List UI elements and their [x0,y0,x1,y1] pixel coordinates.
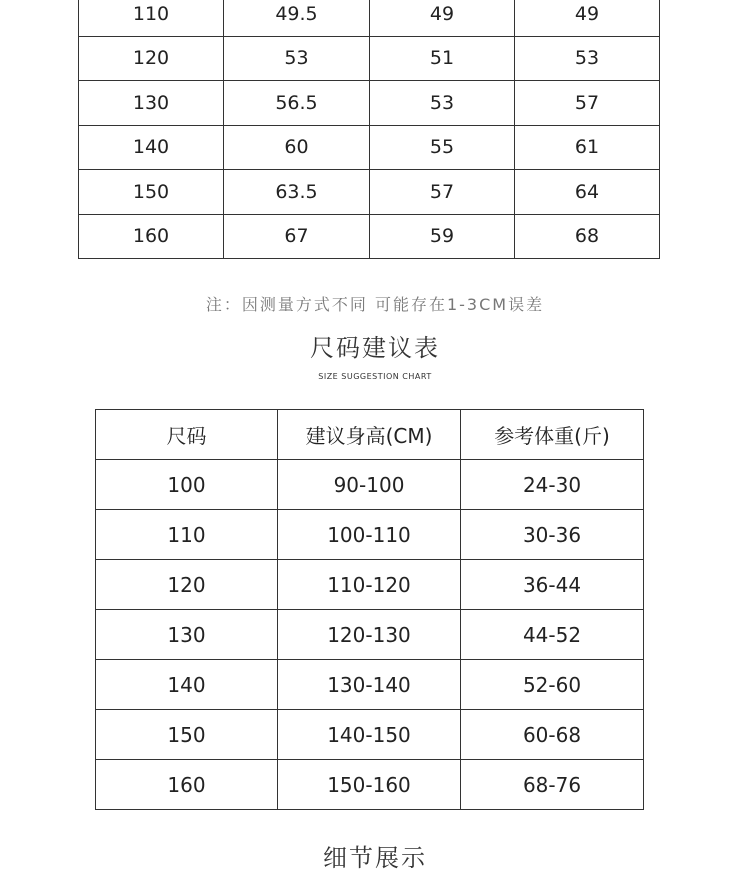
size-chart-title: 尺码建议表 [310,334,440,362]
size-suggestion-table [95,409,644,810]
table-cell: 110 [79,0,224,36]
header-size: 尺码 [96,410,278,460]
table-cell: 110 [96,510,278,560]
table-row [79,125,660,170]
table-row [96,610,644,660]
table-cell: 49 [370,0,515,36]
table-cell: 53 [224,36,370,81]
table-cell: 130 [96,610,278,660]
table-cell: 150 [79,170,224,215]
table-cell: 56.5 [224,81,370,126]
table-cell: 160 [79,214,224,259]
table-cell: 60 [224,125,370,170]
table-cell: 55 [370,125,515,170]
table-row [96,660,644,710]
table-row [79,0,660,36]
table-header-row [96,410,644,460]
table-row [96,460,644,510]
table-cell: 120 [79,36,224,81]
header-height: 建议身高(CM) [278,410,461,460]
measurement-note: 注：因测量方式不同 可能存在1-3CM误差 [205,295,545,314]
table-cell: 30-36 [461,510,644,560]
table-row [79,170,660,215]
table-cell: 49 [515,0,660,36]
table-row [96,560,644,610]
table-cell: 140-150 [278,710,461,760]
table-cell: 68-76 [461,760,644,810]
table-cell: 67 [224,214,370,259]
table-cell: 24-30 [461,460,644,510]
table-cell: 64 [515,170,660,215]
table-cell: 130-140 [278,660,461,710]
table-cell: 44-52 [461,610,644,660]
table-cell: 36-44 [461,560,644,610]
table-cell: 120-130 [278,610,461,660]
table-cell: 52-60 [461,660,644,710]
table-cell: 110-120 [278,560,461,610]
table-cell: 59 [370,214,515,259]
measurements-table [78,0,660,259]
table-cell: 120 [96,560,278,610]
table-cell: 53 [515,36,660,81]
table-cell: 57 [370,170,515,215]
table-cell: 100 [96,460,278,510]
table-row [96,710,644,760]
table-row [79,214,660,259]
table-cell: 140 [79,125,224,170]
table-cell: 150-160 [278,760,461,810]
table-cell: 63.5 [224,170,370,215]
table-row [79,36,660,81]
table-cell: 51 [370,36,515,81]
header-weight: 参考体重(斤) [461,410,644,460]
table-row [96,510,644,560]
table-cell: 57 [515,81,660,126]
table-cell: 49.5 [224,0,370,36]
table-row [79,81,660,126]
table-cell: 60-68 [461,710,644,760]
table-cell: 68 [515,214,660,259]
table-row [96,760,644,810]
details-title: 细节展示 [323,844,427,872]
table-cell: 100-110 [278,510,461,560]
table-cell: 53 [370,81,515,126]
table-cell: 150 [96,710,278,760]
table-cell: 130 [79,81,224,126]
table-cell: 61 [515,125,660,170]
table-cell: 90-100 [278,460,461,510]
table-cell: 140 [96,660,278,710]
size-chart-subtitle: SIZE SUGGESTION CHART [318,372,432,381]
table-cell: 160 [96,760,278,810]
